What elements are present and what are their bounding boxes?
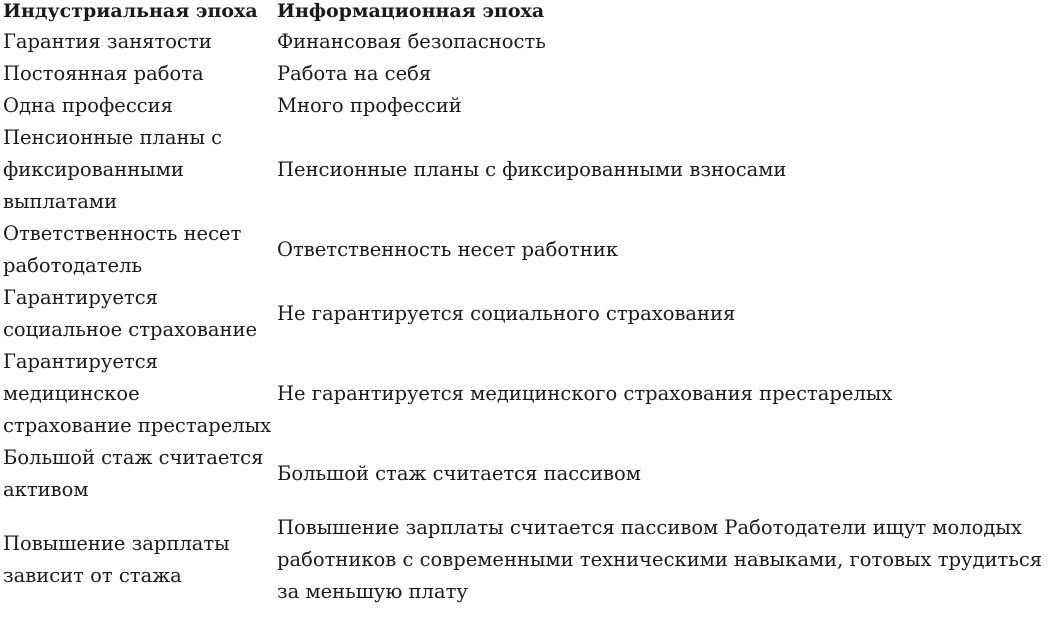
table-row [0, 26, 1053, 58]
information-cell: Пенсионные планы с фиксированными взносами [277, 158, 787, 181]
industrial-cell: Одна профессия [3, 94, 173, 117]
industrial-cell: Постоянная работа [3, 62, 204, 85]
information-cell: Повышение зарплаты считается пассивом Работодатели ищут молодых работников с современными техническими навыками, готовых трудиться за меньшую плату [277, 516, 1043, 603]
information-cell: Не гарантируется социального страхования [277, 302, 736, 325]
information-cell: Работа на себя [277, 62, 432, 85]
information-cell: Финансовая безопасность [277, 30, 546, 53]
table-row [0, 282, 1053, 346]
industrial-cell: Пенсионные планы с фиксированными выплатами [3, 126, 223, 213]
table-row [0, 442, 1053, 506]
header-information-era: Информационная эпоха [277, 0, 545, 22]
information-cell: Большой стаж считается пассивом [277, 462, 641, 485]
industrial-cell: Гарантируется социальное страхование [3, 286, 257, 341]
industrial-cell: Большой стаж считается активом [3, 446, 264, 501]
table-row [0, 218, 1053, 282]
header-row [0, 0, 1053, 26]
industrial-cell: Гарантия занятости [3, 30, 212, 53]
industrial-cell: Ответственность несет работодатель [3, 222, 242, 277]
table-row [0, 346, 1053, 442]
industrial-cell: Повышение зарплаты зависит от стажа [3, 532, 230, 587]
information-cell: Ответственность несет работник [277, 238, 619, 261]
table-row [0, 506, 1053, 608]
header-industrial-era: Индустриальная эпоха [3, 0, 258, 22]
table-header [0, 0, 1053, 26]
table-row [0, 90, 1053, 122]
information-cell: Много профессий [277, 94, 462, 117]
information-cell: Не гарантируется медицинского страхования престарелых [277, 382, 893, 405]
table-row [0, 122, 1053, 218]
table-row [0, 58, 1053, 90]
table-body [0, 26, 1053, 608]
industrial-cell: Гарантируется медицинское страхование престарелых [3, 350, 272, 437]
